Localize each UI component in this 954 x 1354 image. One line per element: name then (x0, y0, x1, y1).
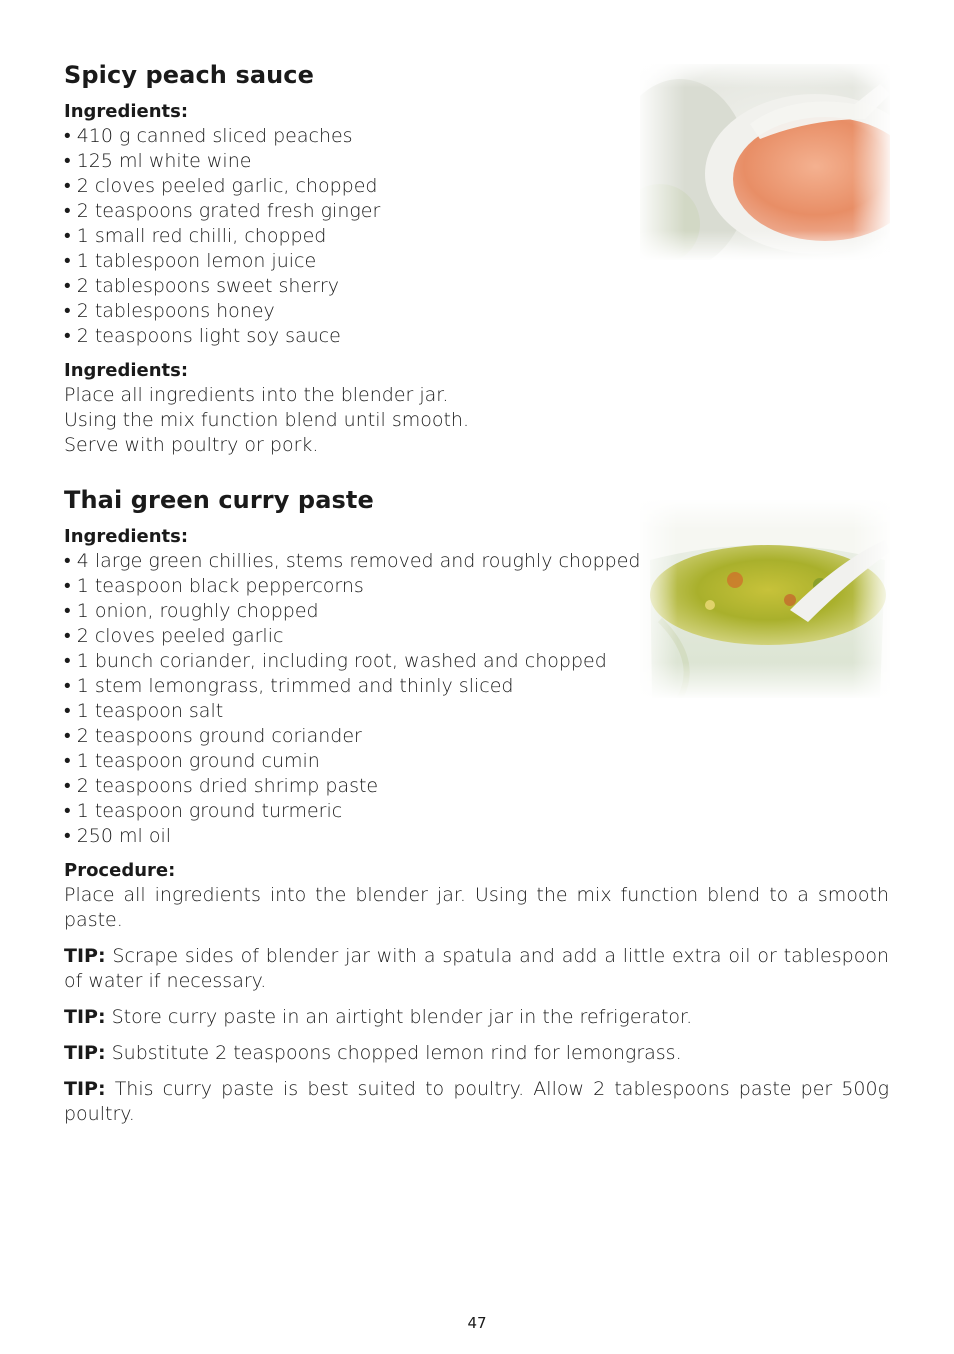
ingredient-item: • 2 cloves peeled garlic, chopped (64, 174, 469, 199)
curry-paste-photo (640, 500, 890, 698)
ingredients-list (64, 124, 469, 349)
ingredient-item: • 2 teaspoons ground coriander (64, 724, 889, 749)
tip-paragraph (64, 1041, 889, 1066)
tip-text: Substitute 2 teaspoons chopped lemon rind for lemongrass. (111, 1042, 682, 1064)
tip-text: Store curry paste in an airtight blender jar in the refrigerator. (111, 1006, 693, 1028)
peach-sauce-image (640, 64, 890, 260)
curry-paste-image (640, 500, 890, 698)
tip-label: TIP: (64, 1042, 106, 1064)
procedure-label: Procedure: (64, 860, 176, 881)
ingredient-item: • 2 tablespoons honey (64, 299, 469, 324)
ingredient-item: • 410 g canned sliced peaches (64, 124, 469, 149)
ingredients-label: Ingredients: (64, 526, 189, 547)
ingredient-item: • 1 teaspoon black peppercorns (64, 574, 889, 599)
tip-text: This curry paste is best suited to poultry. Allow 2 tablespoons paste per 500g poultry. (64, 1078, 889, 1125)
page-number: 47 (467, 1314, 487, 1332)
ingredient-item: • 125 ml white wine (64, 149, 469, 174)
ingredient-item: • 2 tablespoons sweet sherry (64, 274, 469, 299)
tip-paragraph (64, 1077, 889, 1127)
tip-paragraph (64, 944, 889, 994)
tip-label: TIP: (64, 945, 106, 967)
ingredient-item: • 2 teaspoons dried shrimp paste (64, 774, 889, 799)
ingredient-item: • 1 teaspoon ground turmeric (64, 799, 889, 824)
method-line: Place all ingredients into the blender jar. (64, 384, 449, 406)
ingredient-item: • 2 cloves peeled garlic (64, 624, 889, 649)
ingredient-item: • 1 bunch coriander, including root, washed and chopped (64, 649, 889, 674)
method-line: Serve with poultry or pork. (64, 434, 319, 456)
ingredient-item: • 1 teaspoon salt (64, 699, 889, 724)
ingredient-item: • 2 teaspoons light soy sauce (64, 324, 469, 349)
method-label: Ingredients: (64, 360, 189, 381)
ingredient-item: • 2 teaspoons grated fresh ginger (64, 199, 469, 224)
procedure-text: Place all ingredients into the blender jar. Using the mix function blend to a smooth paste. (64, 884, 889, 931)
ingredient-item: • 1 onion, roughly chopped (64, 599, 889, 624)
tip-paragraph (64, 1005, 889, 1030)
ingredient-item: • 4 large green chillies, stems removed and roughly chopped (64, 549, 889, 574)
ingredient-item: • 250 ml oil (64, 824, 889, 849)
ingredient-item: • 1 stem lemongrass, trimmed and thinly sliced (64, 674, 889, 699)
tip-label: TIP: (64, 1006, 106, 1028)
ingredients-label: Ingredients: (64, 101, 189, 122)
peach-sauce-photo (640, 64, 890, 260)
ingredient-item: • 1 small red chilli, chopped (64, 224, 469, 249)
tip-label: TIP: (64, 1078, 106, 1100)
recipe-title: Spicy peach sauce (64, 61, 315, 89)
recipe-spicy-peach-sauce (64, 60, 469, 458)
ingredient-item: • 1 teaspoon ground cumin (64, 749, 889, 774)
tip-text: Scrape sides of blender jar with a spatula and add a little extra oil or tablespoon of water if necessary. (64, 945, 889, 992)
ingredient-item: • 1 tablespoon lemon juice (64, 249, 469, 274)
recipe-title: Thai green curry paste (64, 486, 374, 514)
method-line: Using the mix function blend until smooth. (64, 409, 470, 431)
